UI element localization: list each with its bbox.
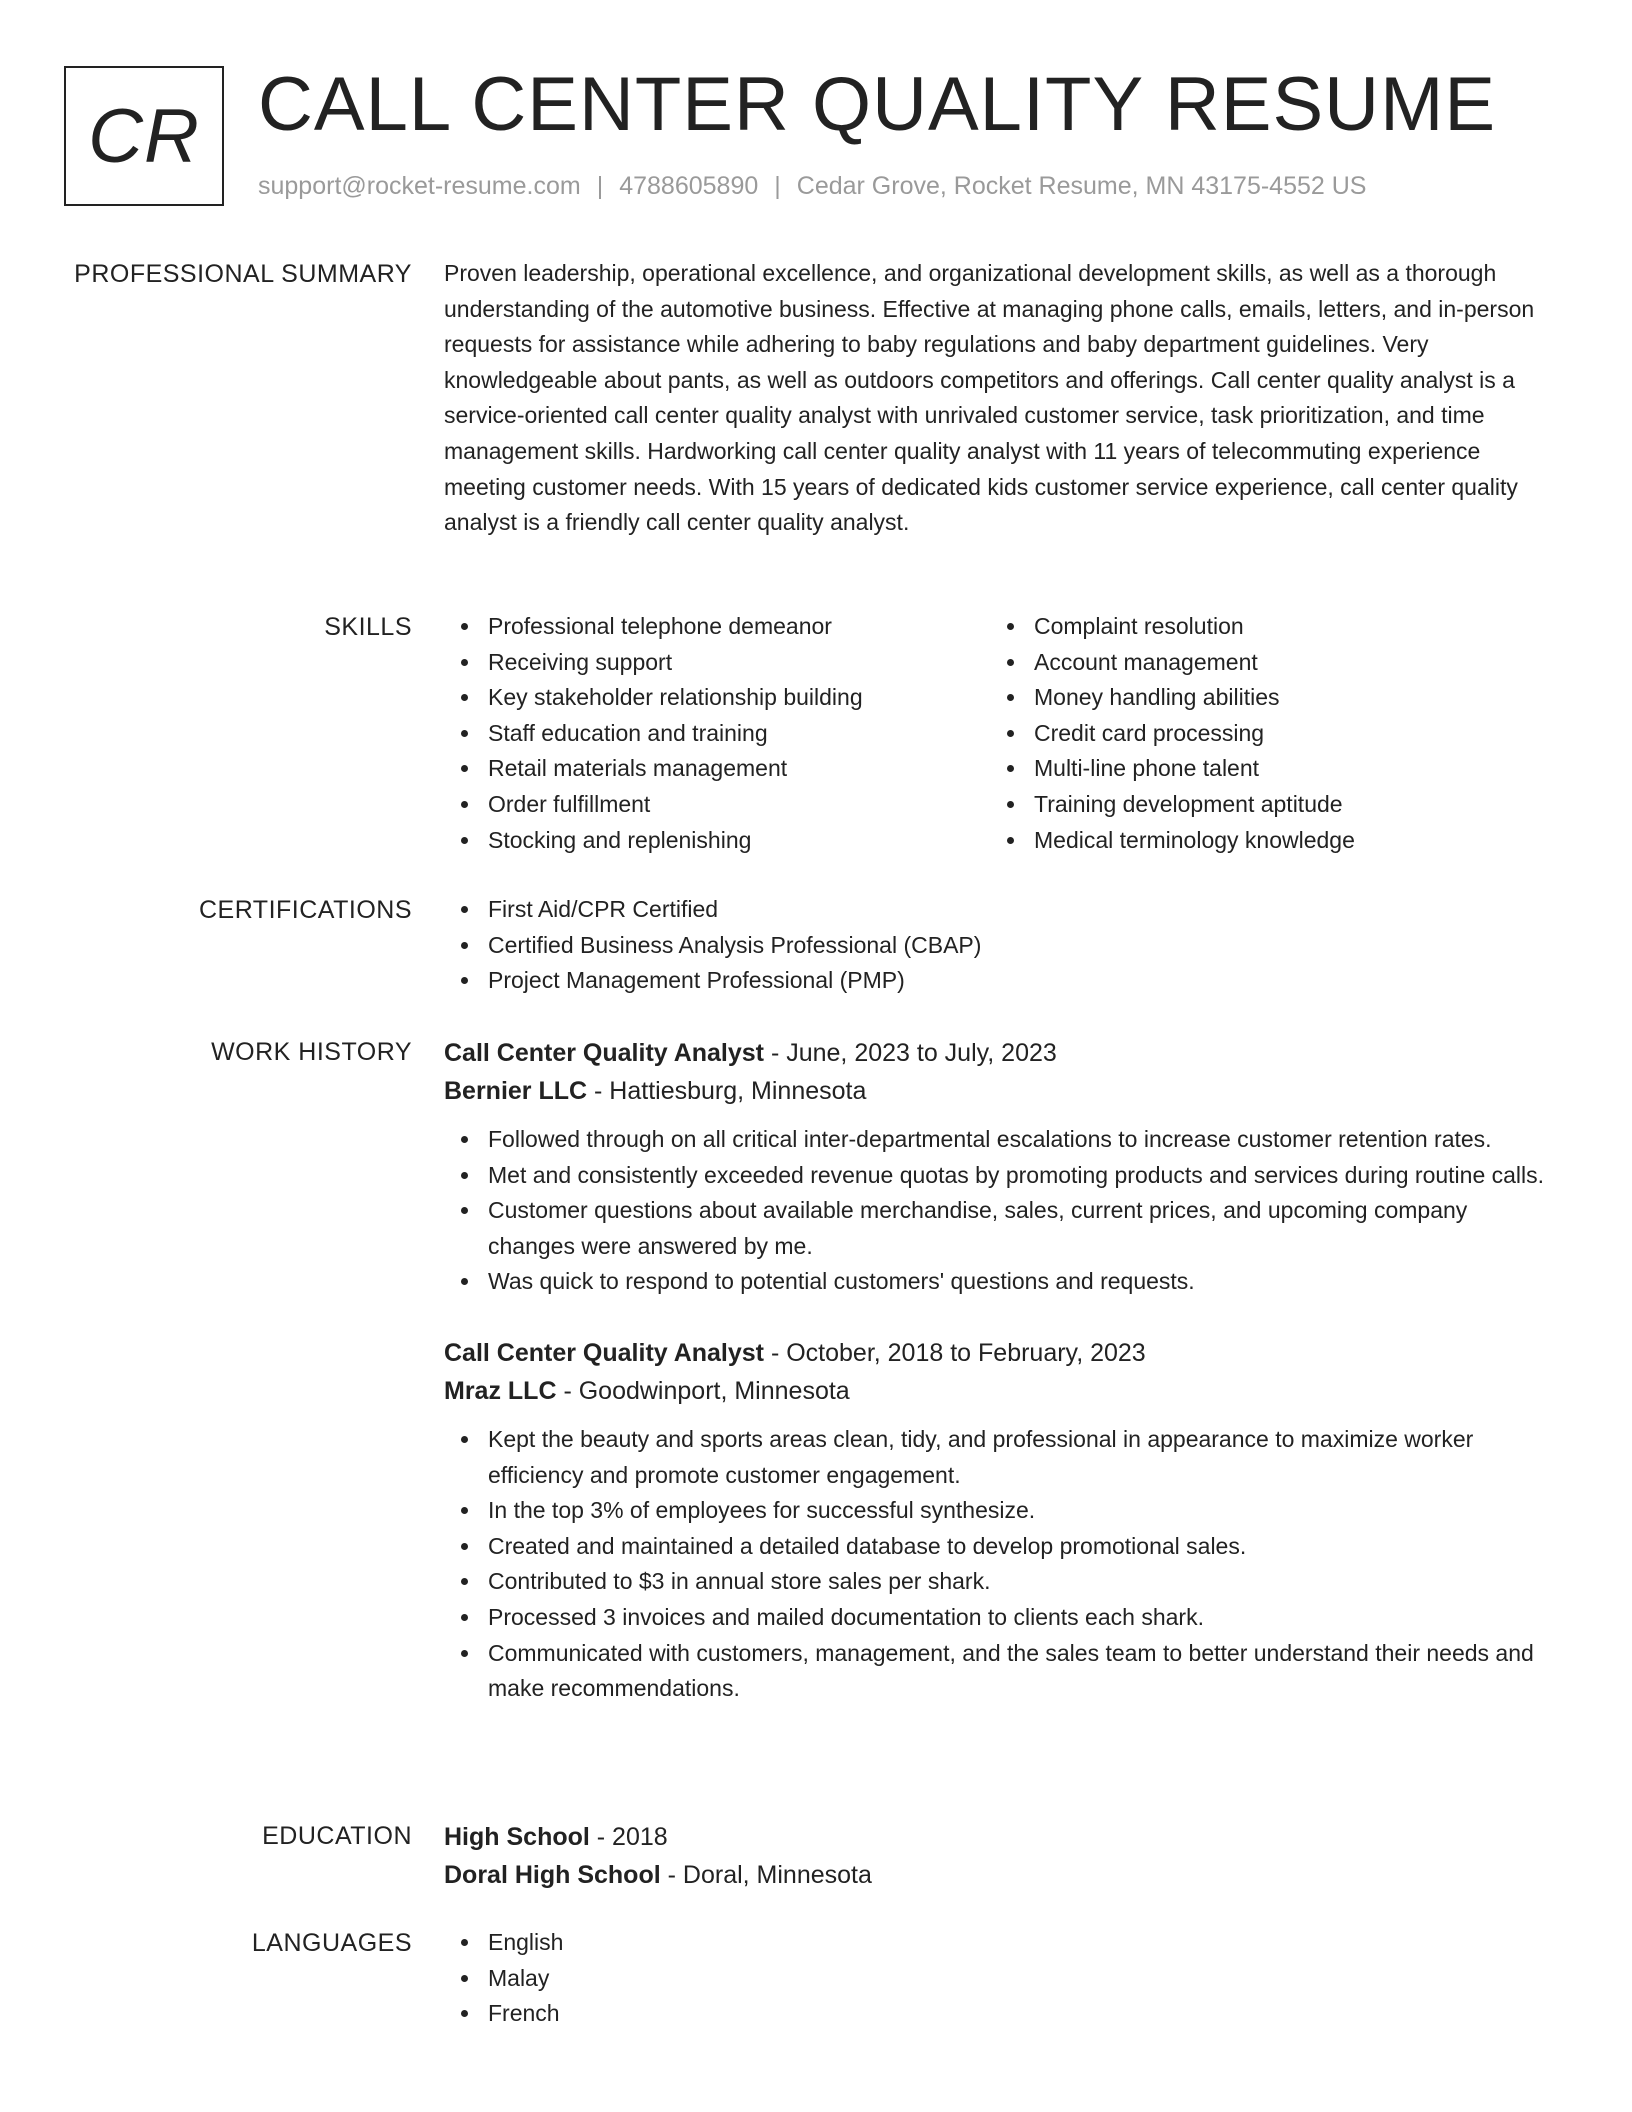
education-degree: High School: [444, 1823, 590, 1851]
skills-body: [444, 609, 1554, 858]
certification-item: First Aid/CPR Certified: [444, 892, 1554, 928]
resume-header: [64, 62, 1584, 216]
job-bullet: Met and consistently exceeded revenue quotas by promoting products and services during routine calls.: [444, 1158, 1554, 1194]
skill-item: Medical terminology knowledge: [990, 823, 1536, 859]
job-bullet: Communicated with customers, management, and the sales team to better understand their needs and make recommendations.: [444, 1636, 1554, 1707]
skill-item: Key stakeholder relationship building: [444, 680, 990, 716]
job-entry: [444, 1034, 1554, 1300]
skill-item: Complaint resolution: [990, 609, 1536, 645]
job-location: - Goodwinport, Minnesota: [556, 1376, 850, 1405]
skill-item: Multi-line phone talent: [990, 751, 1536, 787]
job-dates: - June, 2023 to July, 2023: [764, 1039, 1057, 1067]
language-item: Malay: [444, 1961, 1554, 1997]
skill-item: Money handling abilities: [990, 680, 1536, 716]
job-bullet: Customer questions about available merchandise, sales, current prices, and upcoming company changes were answered by me.: [444, 1193, 1554, 1264]
skill-item: Receiving support: [444, 645, 990, 681]
job-bullet: Contributed to $3 in annual store sales per shark.: [444, 1564, 1554, 1600]
job-bullet: Followed through on all critical inter-departmental escalations to increase customer retention rates.: [444, 1122, 1554, 1158]
skill-item: Training development aptitude: [990, 787, 1536, 823]
section-label-education: EDUCATION: [262, 1822, 412, 1850]
monogram-logo: CR: [64, 66, 224, 206]
job-location: - Hattiesburg, Minnesota: [587, 1077, 867, 1105]
skills-grid: [444, 609, 1554, 858]
summary-text: Proven leadership, operational excellence, and organizational development skills, as well as a thorough understanding of the automotive business. Effective at managing phone calls, emails, letters, and in-person requests for assistance while adhering to baby regulations and baby department guidelines. Very knowledgeable about pants, as well as outdoors competitors and offerings. Call center quality analyst is a service-oriented call center quality analyst with unrivaled customer service, task prioritization, and time management skills. Hardworking call center quality analyst with 11 years of telecommuting experience meeting customer needs. With 15 years of dedicated kids customer service experience, call center quality analyst is a friendly call center quality analyst.: [444, 260, 1535, 536]
job-company: Bernier LLC: [444, 1077, 588, 1105]
job-company-line: [444, 1372, 1554, 1410]
languages-list: [444, 1925, 1554, 2032]
job-bullet: Created and maintained a detailed database to develop promotional sales.: [444, 1529, 1554, 1565]
section-label-certifications: CERTIFICATIONS: [198, 896, 412, 924]
education-year: - 2018: [589, 1823, 668, 1851]
education-location: - Doral, Minnesota: [660, 1861, 872, 1889]
job-bullets: [444, 1422, 1554, 1707]
section-label-skills: SKILLS: [324, 613, 412, 641]
contact-line: [258, 172, 1366, 201]
job-title: Call Center Quality Analyst: [444, 1338, 764, 1367]
skill-item: Order fulfillment: [444, 787, 990, 823]
contact-separator: |: [774, 172, 781, 200]
section-label-summary: PROFESSIONAL SUMMARY: [74, 260, 412, 288]
certifications-list: [444, 892, 1554, 999]
job-bullet: Processed 3 invoices and mailed documentation to clients each shark.: [444, 1600, 1554, 1636]
contact-phone: 4788605890: [619, 172, 759, 200]
education-school-line: [444, 1856, 1554, 1894]
contact-separator: |: [596, 172, 604, 200]
job-title-line: [444, 1334, 1554, 1372]
job-entry: [444, 1334, 1554, 1707]
skill-item: Stocking and replenishing: [444, 823, 990, 859]
education-body: [444, 1818, 1554, 1894]
skill-item: Credit card processing: [990, 716, 1536, 752]
section-label-languages: LANGUAGES: [251, 1929, 412, 1957]
skills-list-left: [444, 609, 990, 858]
language-item: French: [444, 1996, 1554, 2032]
certification-item: Project Management Professional (PMP): [444, 963, 1554, 999]
skill-item: Retail materials management: [444, 751, 990, 787]
job-title-line: [444, 1034, 1554, 1072]
skill-item: Account management: [990, 645, 1536, 681]
summary-body: [444, 256, 1554, 541]
work-history-body: [444, 1034, 1554, 1741]
job-bullet: Was quick to respond to potential customers' questions and requests.: [444, 1264, 1554, 1300]
job-title: Call Center Quality Analyst: [444, 1039, 764, 1067]
contact-email: support@rocket-resume.com: [258, 172, 581, 200]
certifications-body: [444, 892, 1554, 999]
job-bullet: Kept the beauty and sports areas clean, tidy, and professional in appearance to maximize worker efficiency and promote customer engagement.: [444, 1422, 1554, 1493]
education-school: Doral High School: [444, 1861, 661, 1889]
resume-title: CALL CENTER QUALITY RESUME: [258, 62, 1497, 147]
job-dates: - October, 2018 to February, 2023: [764, 1338, 1146, 1367]
job-company-line: [444, 1072, 1554, 1110]
education-degree-line: [444, 1818, 1554, 1856]
languages-body: [444, 1925, 1554, 2032]
skill-item: Staff education and training: [444, 716, 990, 752]
skills-list-right: [990, 609, 1536, 858]
job-company: Mraz LLC: [444, 1376, 557, 1405]
certification-item: Certified Business Analysis Professional (CBAP): [444, 928, 1554, 964]
language-item: English: [444, 1925, 1554, 1961]
job-bullet: In the top 3% of employees for successful synthesize.: [444, 1493, 1554, 1529]
skill-item: Professional telephone demeanor: [444, 609, 990, 645]
section-label-work-history: WORK HISTORY: [211, 1038, 412, 1066]
contact-address: Cedar Grove, Rocket Resume, MN 43175-4552 US: [796, 172, 1367, 200]
job-bullets: [444, 1122, 1554, 1300]
